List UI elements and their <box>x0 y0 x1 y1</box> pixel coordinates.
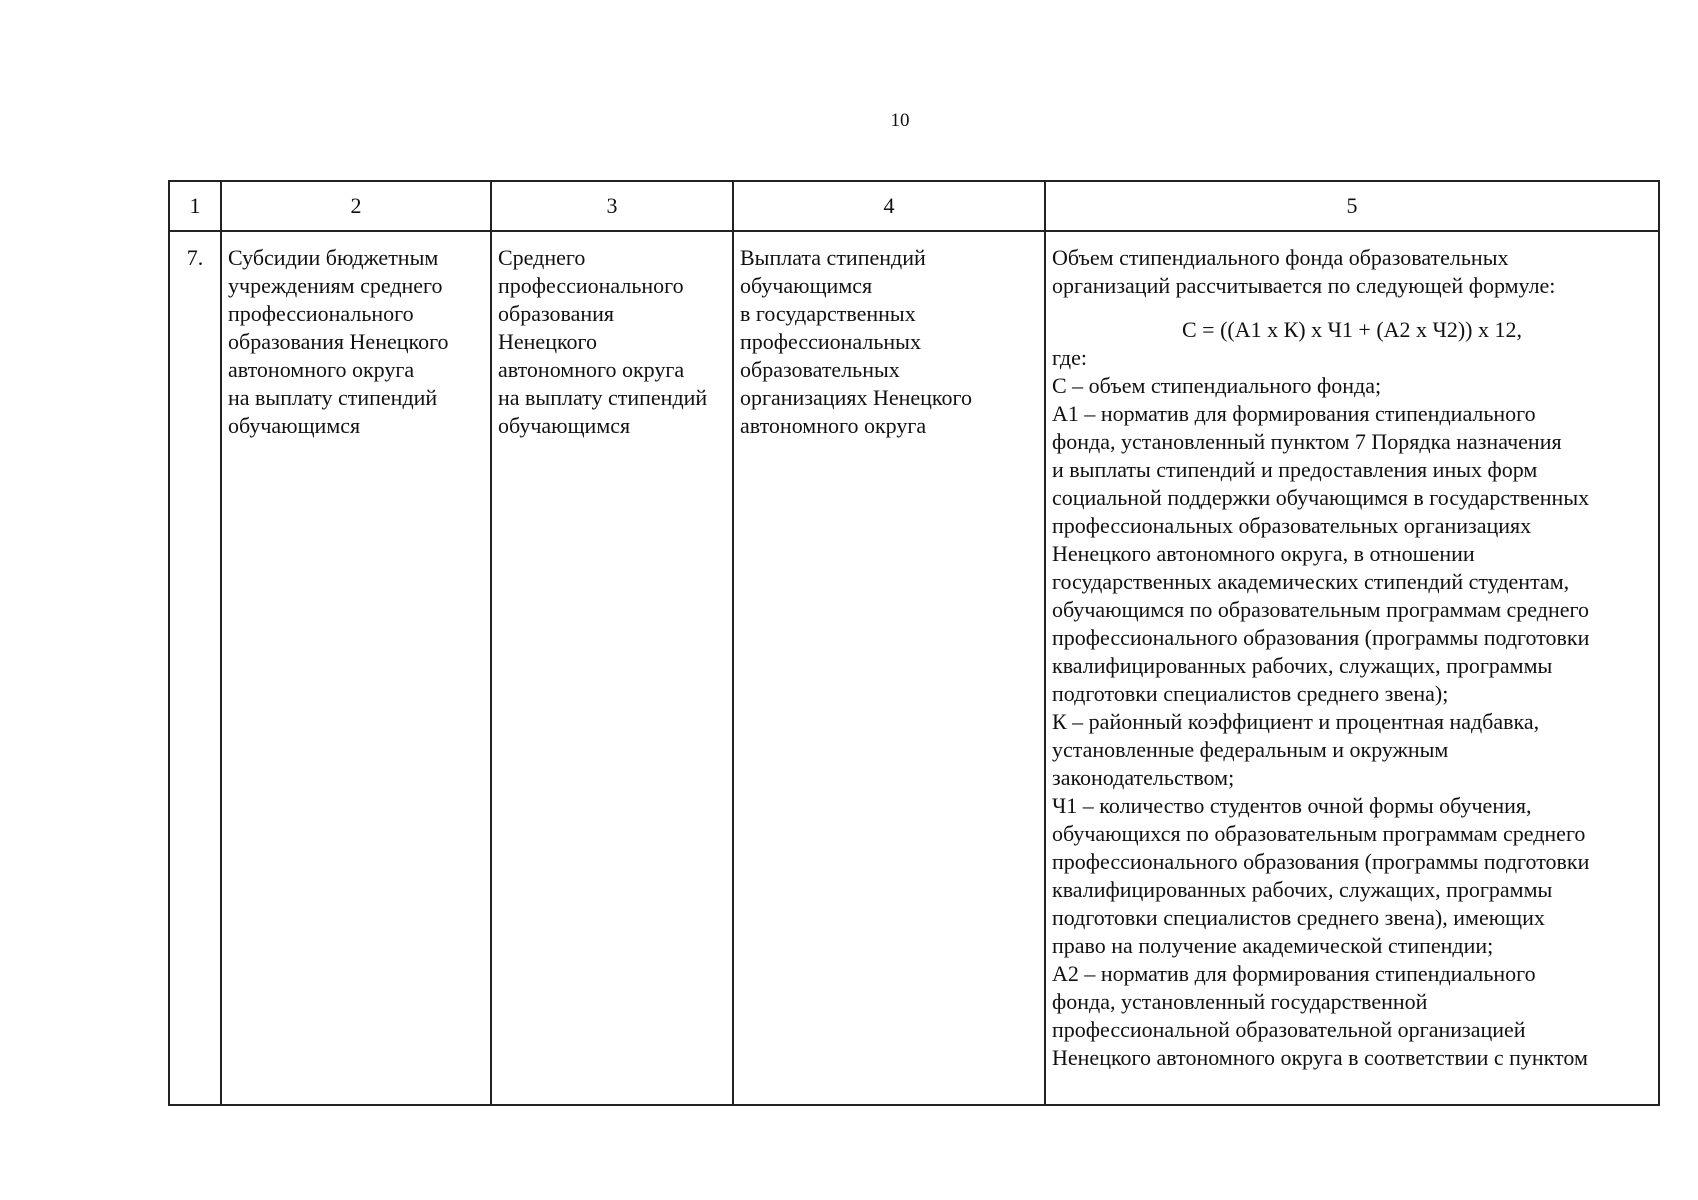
text-line: организаций рассчитывается по следующей формуле: <box>1052 273 1556 298</box>
text-line: обучающимся <box>228 413 361 438</box>
text-line: автономного округа <box>740 413 927 438</box>
text-line: Выплата стипендий <box>740 245 926 270</box>
header-cell-1: 1 <box>169 181 221 231</box>
header-cell-5: 5 <box>1045 181 1659 231</box>
text-line: образовательных <box>740 357 900 382</box>
text-line: учреждениям среднего <box>228 273 443 298</box>
text-line: К – районный коэффициент и процентная надбавка, <box>1052 709 1540 734</box>
purpose-cell <box>733 231 1045 1105</box>
text-line: обучающимся по образовательным программам среднего <box>1052 597 1589 622</box>
text-line: установленные федеральным и окружным <box>1052 737 1449 762</box>
calculation-definitions <box>1052 344 1652 1072</box>
text-line: квалифицированных рабочих, служащих, программы <box>1052 653 1553 678</box>
text-line: С – объем стипендиального фонда; <box>1052 373 1382 398</box>
text-line: законодательством; <box>1052 765 1235 790</box>
text-line: обучающимся <box>498 413 631 438</box>
text-line: Объем стипендиального фонда образовательных <box>1052 245 1509 270</box>
text-line: организациях Ненецкого <box>740 385 972 410</box>
recipient-cell <box>491 231 733 1105</box>
text-line: А1 – норматив для формирования стипендиального <box>1052 401 1536 426</box>
scholarship-formula: С = ((А1 х К) х Ч1 + (А2 х Ч2)) х 12, <box>1182 317 1522 342</box>
document-table <box>168 180 1660 1106</box>
text-line: Ч1 – количество студентов очной формы обучения, <box>1052 793 1532 818</box>
subsidy-name-cell <box>221 231 491 1105</box>
text-line: автономного округа <box>228 357 415 382</box>
text-line: образования <box>498 301 615 326</box>
header-cell-3: 3 <box>491 181 733 231</box>
header-cell-4: 4 <box>733 181 1045 231</box>
text-line: социальной поддержки обучающимся в государственных <box>1052 485 1590 510</box>
text-line: Ненецкого <box>498 329 598 354</box>
text-line: Субсидии бюджетным <box>228 245 439 270</box>
text-line: фонда, установленный пунктом 7 Порядка назначения <box>1052 429 1562 454</box>
page-number: 10 <box>890 110 910 131</box>
text-line: профессионального <box>498 273 684 298</box>
text-line: в государственных <box>740 301 916 326</box>
text-line: квалифицированных рабочих, служащих, программы <box>1052 877 1553 902</box>
text-line: Среднего <box>498 245 586 270</box>
text-line: на выплату стипендий <box>498 385 708 410</box>
text-line: подготовки специалистов среднего звена), имеющих <box>1052 905 1545 930</box>
text-line: профессионального образования (программы подготовки <box>1052 849 1590 874</box>
text-line: фонда, установленный государственной <box>1052 989 1428 1014</box>
table-header-row <box>169 181 1659 231</box>
text-line: профессионального <box>228 301 414 326</box>
row-number: 7. <box>169 231 221 1105</box>
text-line: право на получение академической стипендии; <box>1052 933 1494 958</box>
text-line: обучающимся <box>740 273 873 298</box>
text-line: обучающихся по образовательным программам среднего <box>1052 821 1586 846</box>
text-line: на выплату стипендий <box>228 385 438 410</box>
text-line: профессионального образования (программы подготовки <box>1052 625 1590 650</box>
text-line: профессиональных образовательных организациях <box>1052 513 1532 538</box>
text-line: подготовки специалистов среднего звена); <box>1052 681 1449 706</box>
text-line: государственных академических стипендий студентам, <box>1052 569 1570 594</box>
text-line: автономного округа <box>498 357 685 382</box>
text-line: А2 – норматив для формирования стипендиального <box>1052 961 1536 986</box>
text-line: образования Ненецкого <box>228 329 449 354</box>
text-line: профессиональных <box>740 329 921 354</box>
calculation-intro <box>1052 244 1652 300</box>
table-row <box>169 231 1659 1105</box>
calculation-cell <box>1045 231 1659 1105</box>
text-line: Ненецкого автономного округа в соответствии с пунктом <box>1052 1045 1588 1070</box>
text-line: профессиональной образовательной организацией <box>1052 1017 1526 1042</box>
text-line: где: <box>1052 345 1087 370</box>
text-line: Ненецкого автономного округа, в отношении <box>1052 541 1475 566</box>
header-cell-2: 2 <box>221 181 491 231</box>
text-line: и выплаты стипендий и предоставления иных форм <box>1052 457 1538 482</box>
